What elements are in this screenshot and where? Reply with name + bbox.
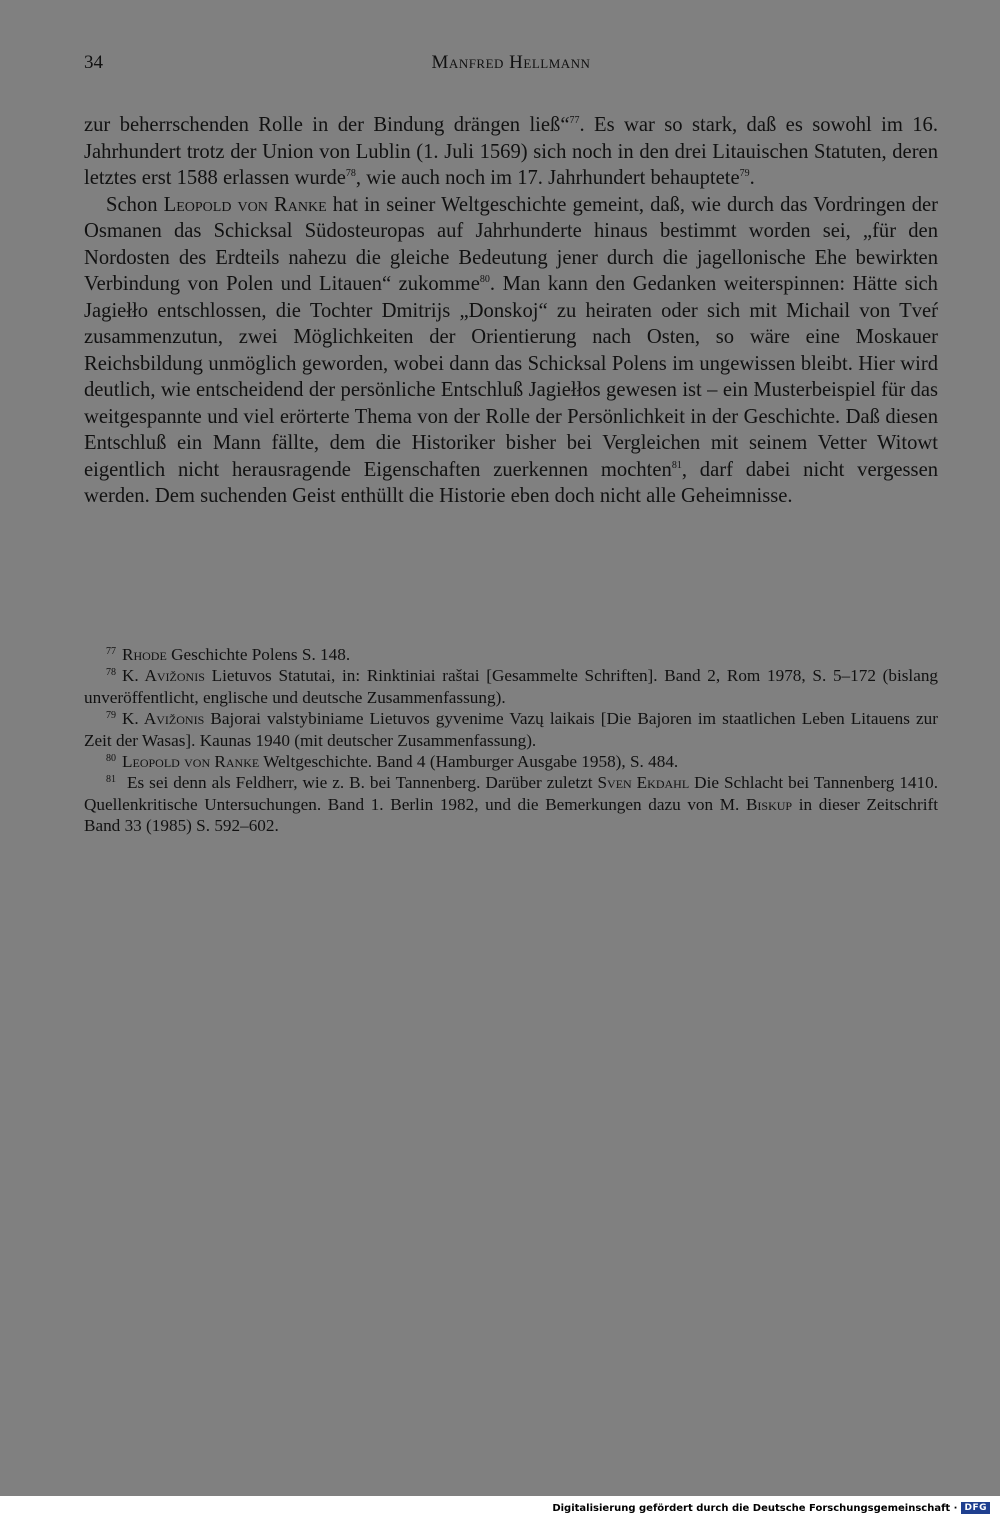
footnote-80 xyxy=(84,751,938,772)
footnote-ref-80: 80 xyxy=(479,274,490,285)
paragraph-1-text-1: zur beherrschenden Rolle in der Bindung drängen ließ“ xyxy=(84,114,570,136)
footnote-author: K. Avižonis xyxy=(122,709,205,729)
footnote-text: in dieser Zeitschrift Band 33 (1985) S. 592–602. xyxy=(84,794,938,836)
footnote-ref-77: 77 xyxy=(569,115,580,126)
footnote-author: Leopold von Ranke xyxy=(122,752,260,772)
footnote-number: 78 xyxy=(106,667,116,679)
footnote-text: Die Schlacht bei Tannenberg 1410. Quellenkritische Untersuchungen. Band 1. Berlin 1982, und die Bemerkungen dazu von M. xyxy=(84,773,938,814)
footnote-author: Sven Ekdahl xyxy=(597,773,690,793)
footnote-text: Lietuvos Statutai, in: Rinktiniai raštai [Gesammelte Schriften]. Band 2, Rom 1978, S. 5–172 (bislang unveröffentlicht, englische und deutsche Zusammenfassung). xyxy=(84,666,939,707)
paragraph-2-text-3: . Man kann den Gedanken weiterspinnen: Hätte sich Jagiełło entschlossen, die Tochter Dmitrijs „Donskoj“ zu heiraten oder sich mit Michail von Tveŕ zusammenzutun, zwei Möglichkeiten der Orientierung nach Osten, so wäre eine Moskauer Reichsbildung unmöglich geworden, wobei dann das Schicksal Polens im ungewissen bleibt. Hier wird deutlich, wie entscheidend der persönliche Entschluß Jagiełłos gewesen ist – ein Musterbeispiel für das weitgespannte und viel erörterte Thema von der Rolle der Persönlichkeit in der Geschichte. Daß diesen Entschluß ein Mann fällte, dem die Historiker bisher bei Vergleichen mit seinem Vetter Witowt eigentlich nicht herausragende Eigenschaften zuerkennen mochten xyxy=(84,273,938,481)
footnote-author: K. Avižonis xyxy=(122,666,205,686)
footnote-number: 77 xyxy=(106,646,116,657)
footer-text: Digitalisierung gefördert durch die Deutsche Forschungsgemeinschaft · xyxy=(552,1502,958,1514)
paragraph-2 xyxy=(84,192,938,510)
footnote-number: 79 xyxy=(106,710,116,722)
footnote-ref-78: 78 xyxy=(345,168,356,179)
paragraph-2-text-2: hat in seiner Weltgeschichte gemeint, daß, wie durch das Vordringen der Osmanen das Schicksal Südosteuropas auf Jahrhunderte hinaus bestimmt worden sei, „für den Nordosten des Erdteils nahezu die gleiche Bedeutung jener durch die jagellonische Ehe bewirkten Verbindung von Polen und Litauen“ zukomme xyxy=(84,193,938,295)
footnote-number: 81 xyxy=(106,774,116,786)
footnotes xyxy=(84,644,938,837)
footnote-ref-81: 81 xyxy=(671,459,682,471)
footnote-text: Es sei denn als Feldherr, wie z. B. bei Tannenberg. Darüber zuletzt xyxy=(122,773,598,793)
footnote-77 xyxy=(84,644,938,665)
page-number: 34 xyxy=(84,52,103,73)
footnote-number: 80 xyxy=(106,753,116,765)
paragraph-1-text-2: . Es war so stark, daß es sowohl im 16. Jahrhundert trotz der Union von Lublin (1. Juli 1569) sich noch in den drei Litauischen Statuten, deren letztes erst 1588 erlassen wurde xyxy=(84,114,938,189)
author-name-ranke: Leopold von Ranke xyxy=(163,193,327,216)
footnote-text: Weltgeschichte. Band 4 (Hamburger Ausgabe 1958), S. 484. xyxy=(259,752,679,772)
footnote-text: Bajorai valstybiniame Lietuvos gyvenime Vazų laikais [Die Bajoren im staatlichen Leben Litauens zur Zeit der Wasas]. Kaunas 1940 (mit deutscher Zusammenfassung). xyxy=(84,709,938,750)
paragraph-1-text-4: . xyxy=(749,167,755,189)
paragraph-2-text-4: , darf dabei nicht vergessen werden. Dem suchenden Geist enthüllt die Historie eben doch nicht alle Geheimnisse. xyxy=(84,458,939,507)
footnote-81 xyxy=(84,772,938,836)
running-head xyxy=(84,52,938,82)
dfg-logo: DFG xyxy=(961,1502,990,1514)
footnote-author: Biskup xyxy=(745,794,793,814)
footnote-ref-79: 79 xyxy=(739,168,750,179)
footnote-text: Geschichte Polens S. 148. xyxy=(166,645,351,664)
body-text xyxy=(84,112,938,510)
digitization-footer xyxy=(552,1502,990,1514)
paragraph-1-text-3: , wie auch noch im 17. Jahrhundert behauptete xyxy=(355,167,740,189)
footnote-79 xyxy=(84,708,938,751)
running-title: Manfred Hellmann xyxy=(431,52,591,73)
footnote-78 xyxy=(84,665,938,708)
paragraph-2-text-1: Schon xyxy=(106,193,164,216)
paragraph-1 xyxy=(84,112,938,192)
footnote-author: Rhode xyxy=(122,645,167,664)
